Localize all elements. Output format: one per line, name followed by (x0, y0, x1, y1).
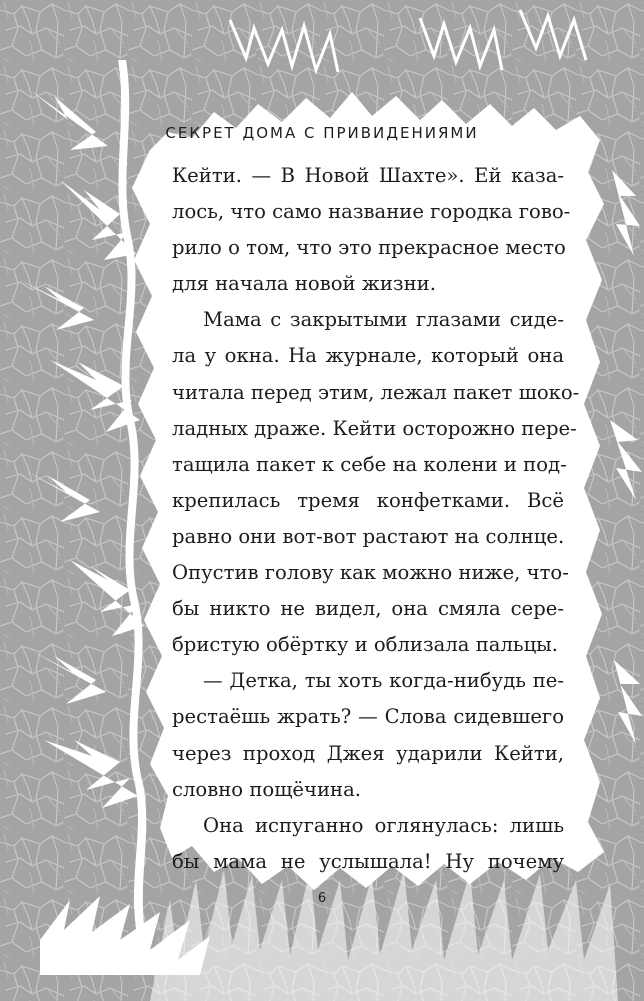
text-line: Кейти. — В Новой Шахте». Ей каза- (172, 164, 564, 187)
text-line: Она испуганно оглянулась: лишь (203, 813, 564, 837)
text-line: бы никто не видел, она смяла сере- (172, 597, 564, 621)
body-text (172, 158, 580, 880)
text-line: словно пощёчина. (172, 777, 361, 801)
text-line: рестаёшь жрать? — Слова сидевшего (172, 705, 564, 729)
text-line: Мама с закрытыми глазами сиде- (203, 308, 564, 332)
text-line: бристую обёртку и облизала пальцы. (172, 633, 558, 657)
page-number: 6 (317, 891, 327, 906)
text-line: рило о том, что это прекрасное место (172, 236, 566, 260)
text-line: крепилась тремя конфетками. Всё (172, 488, 564, 512)
text-line: через проход Джея ударили Кейти, (172, 741, 564, 765)
text-line: равно они вот-вот растают на солнце. (172, 524, 565, 548)
text-line: — Детка, ты хоть когда-нибудь пе- (203, 669, 564, 693)
text-line: Опустив голову как можно ниже, что- (172, 561, 569, 585)
running-head: СЕКРЕТ ДОМА С ПРИВИДЕНИЯМИ (165, 124, 479, 142)
text-line: бы мама не услышала! Ну почему (172, 849, 564, 873)
text-line: тащила пакет к себе на колени и под- (172, 452, 567, 476)
text-line: читала перед этим, лежал пакет шоко- (172, 380, 580, 404)
text-line: лось, что само название городка гово- (172, 200, 571, 224)
text-line: для начала новой жизни. (172, 272, 436, 296)
text-line: ла у окна. На журнале, который она (172, 344, 564, 368)
text-line: ладных драже. Кейти осторожно пере- (172, 416, 577, 440)
